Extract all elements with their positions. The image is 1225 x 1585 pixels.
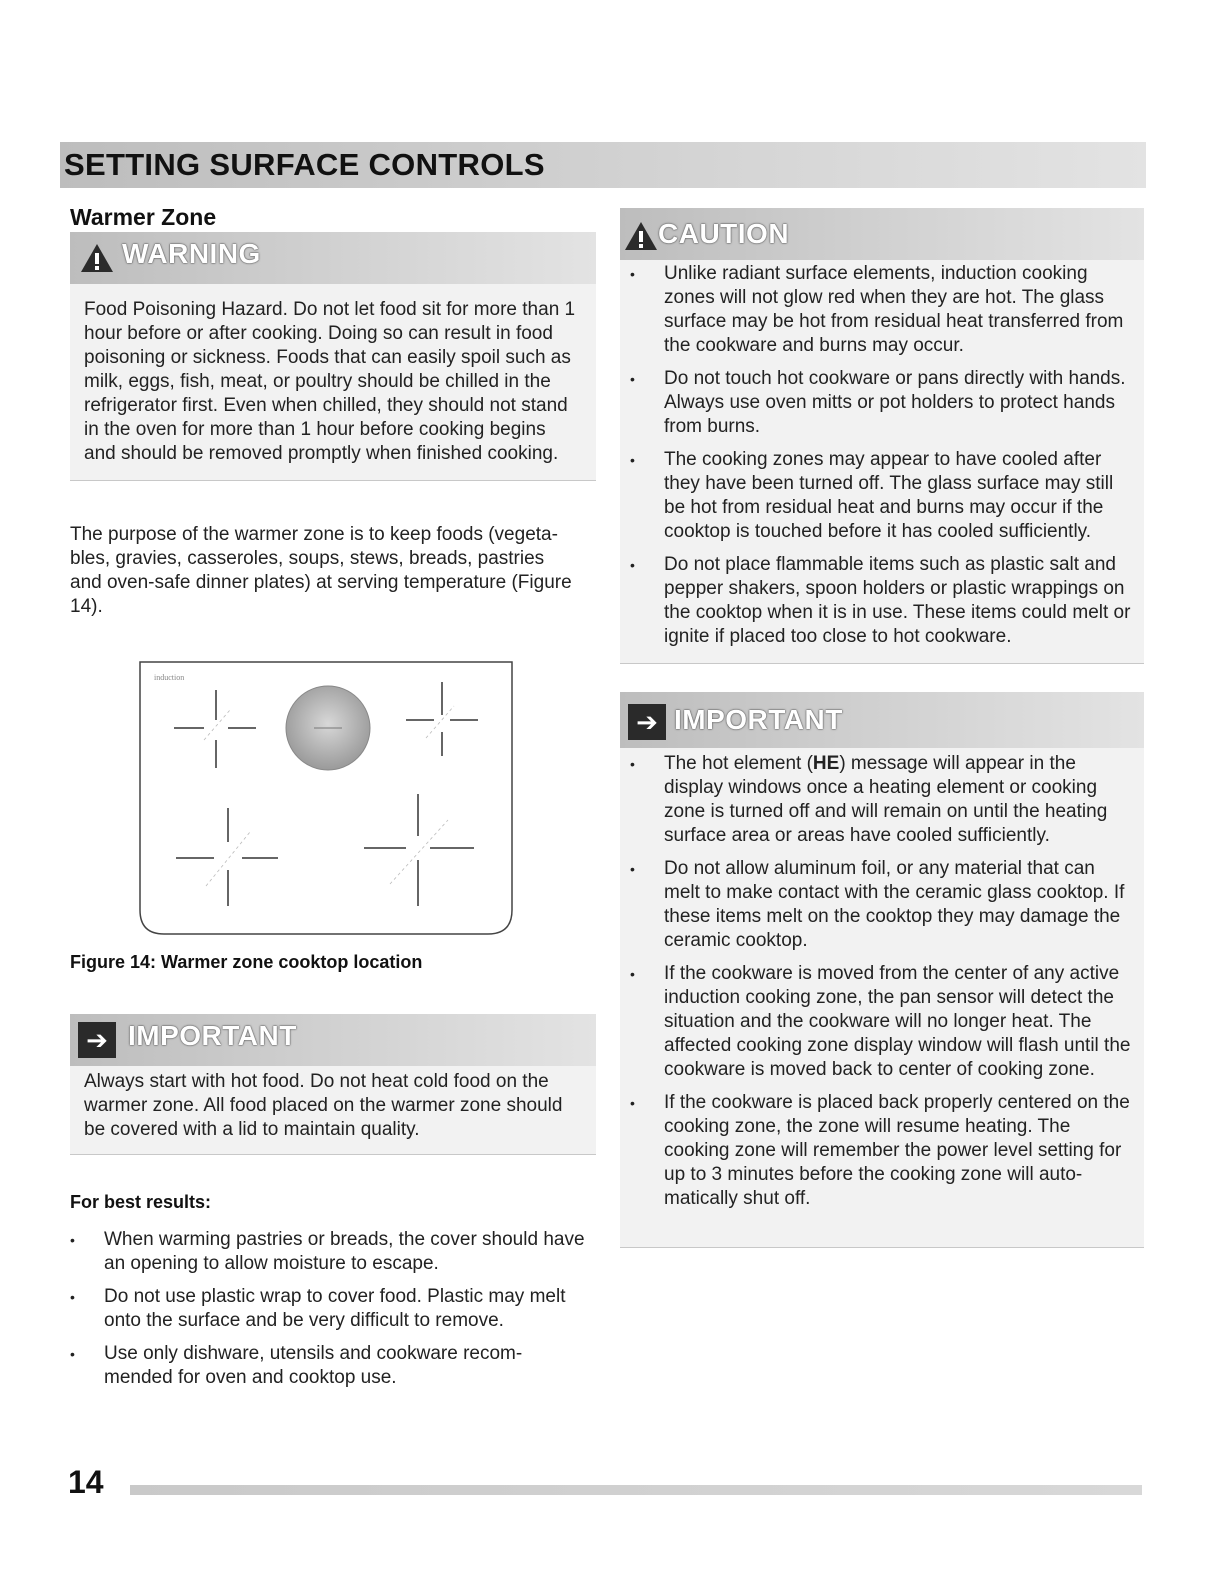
important-box-right (620, 692, 1144, 1248)
page-number: 14 (68, 1464, 104, 1500)
caution-label: CAUTION (658, 218, 790, 249)
caution-header (620, 208, 1144, 260)
warning-header (70, 232, 596, 284)
list-item: • Do not use plastic wrap to cover food. Plastic may melt onto the surface and be very difficult to remove. (60, 1285, 590, 1333)
arrow-right-icon: ➔ (78, 1022, 116, 1058)
warning-triangle-icon (80, 242, 114, 274)
list-item: • Do not place flammable items such as plastic salt and pepper shakers, spoon holders or plastic wrappings on the cooktop when it is in use. These items could melt or ignite if placed too close to hot cookware. (620, 553, 1136, 649)
important-box-left (70, 1014, 596, 1155)
important-list-right (620, 748, 1144, 1211)
warmer-zone-purpose: The purpose of the warmer zone is to keep foods (vegeta-bles, gravies, casseroles, soups, stews, breads, pastries and oven-safe dinner plates) at serving temperature (Figure 14). (70, 524, 572, 617)
list-item: • When warming pastries or breads, the cover should have an opening to allow moisture to escape. (60, 1228, 590, 1276)
induction-logo-text: induction (154, 673, 185, 682)
list-item: • If the cookware is placed back properly centered on the cooking zone, the zone will resume heating. The cooking zone will remember the power level setting for up to 3 minutes before the cooking zone will auto-matically shut off. (620, 1091, 1136, 1211)
caution-triangle-icon (624, 220, 658, 252)
section-title: SETTING SURFACE CONTROLS (64, 147, 545, 182)
list-item: • Use only dishware, utensils and cookware recom-mended for oven and cooktop use. (60, 1342, 590, 1390)
figure-caption: Figure 14: Warmer zone cooktop location (70, 952, 423, 972)
best-results-list (60, 1228, 590, 1399)
important-label-left: IMPORTANT (128, 1020, 297, 1051)
warmer-zone-heading: Warmer Zone (70, 204, 217, 230)
list-item: • Do not allow aluminum foil, or any material that can melt to make contact with the ceramic glass cooktop. If these items melt on the cooktop they may damage the ceramic cooktop. (620, 857, 1136, 953)
important-text-left: Always start with hot food. Do not heat cold food on the warmer zone. All food placed on the warmer zone should be covered with a lid to maintain quality. (84, 1071, 563, 1140)
list-item: • Unlike radiant surface elements, induction cooking zones will not glow red when they are hot. The glass surface may be hot from residual heat transferred from the cookware and burns may occur. (620, 262, 1136, 358)
important-label-right: IMPORTANT (674, 704, 843, 735)
list-item: • The hot element (HE) message will appear in the display windows once a heating element or cooking zone is turned off and will remain on until the heating surface area or areas have cooled sufficiently. (620, 752, 1136, 848)
list-item: • The cooking zones may appear to have cooled after they have been turned off. The glass surface may still be hot from residual heat and burns may occur if the cooktop is touched before it has cooled sufficiently. (620, 448, 1136, 544)
list-item: • If the cookware is moved from the center of any active induction cooking zone, the pan sensor will detect the situation and the cookware will no longer heat. The affected cooking zone display window will flash until the cookware is moved back to center of cooking zone. (620, 962, 1136, 1082)
cooktop-diagram (138, 660, 514, 936)
warning-label: WARNING (122, 238, 261, 269)
warning-box (70, 232, 596, 481)
caution-list (620, 260, 1144, 649)
he-code: HE (812, 753, 840, 774)
arrow-right-icon: ➔ (628, 704, 666, 740)
important-header-right (620, 692, 1144, 748)
cooktop-figure (138, 660, 514, 936)
warning-text: Food Poisoning Hazard. Do not let food sit for more than 1 hour before or after cooking. Doing so can result in food poisoning or sickness. Foods that can easily spoil such as milk, eggs, fish, meat, or poultry should be chilled in the refrigerator first. Even when chilled, they should not stand in the oven for more than 1 hour before cooking begins and should be removed promptly when finished cooking. (84, 299, 576, 464)
best-results-heading: For best results: (70, 1192, 212, 1212)
list-item: • Do not touch hot cookware or pans directly with hands. Always use oven mitts or pot holders to protect hands from burns. (620, 367, 1136, 439)
important-header-left (70, 1014, 596, 1066)
caution-box (620, 208, 1144, 664)
footer-bar (130, 1485, 1142, 1495)
